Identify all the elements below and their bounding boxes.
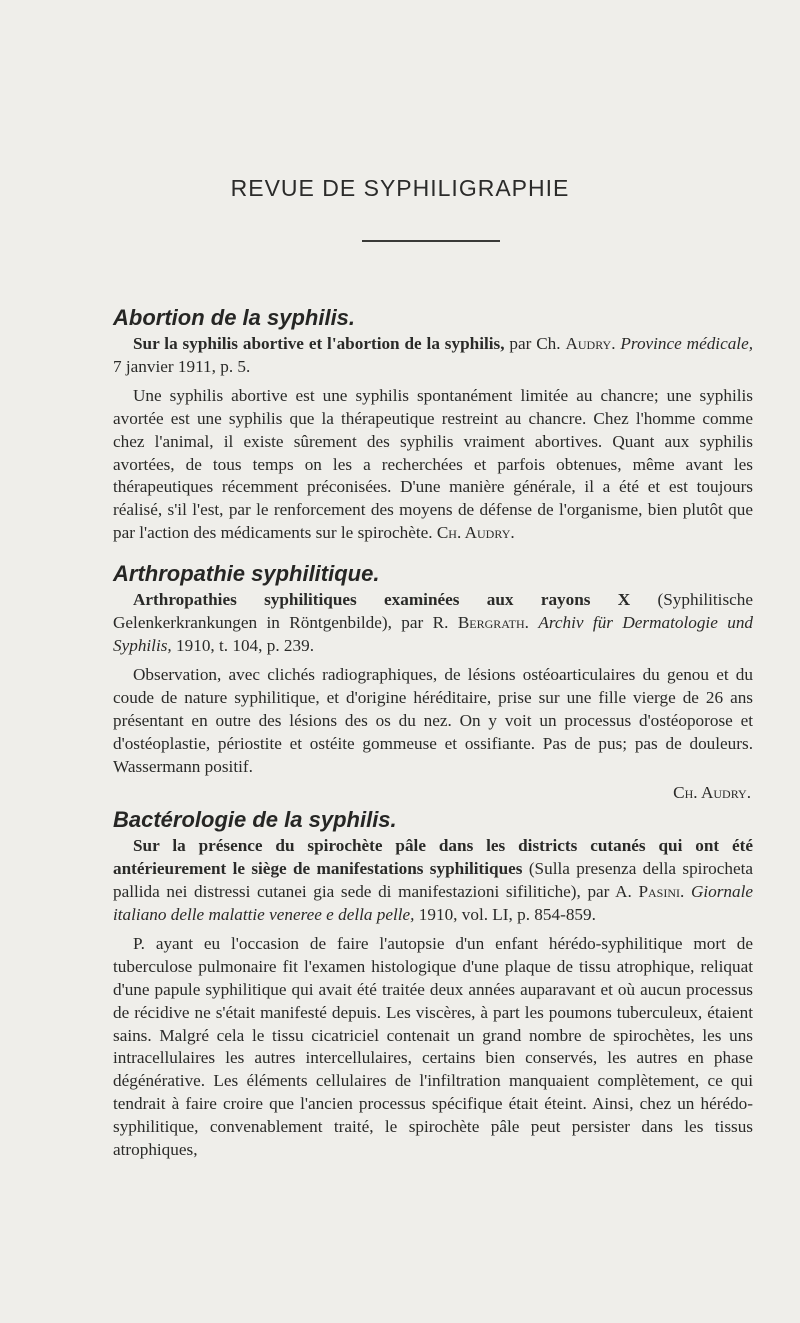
abstract-arthropathie: Observation, avec clichés radiographiques, de lésions ostéoarticulaires du genou et du coude de nature syphilitique, et d'origine héréditaire, prise sur une fille vierge de 26 ans présentant en outre des lésions des os du nez. On y voit un processus d'ostéoporose et d'ostéoplastie, périostite et ostéite gommeuse et ossifiante. Pas de pus; pas de douleurs. Wassermann positif.	[113, 664, 753, 776]
title-divider	[362, 240, 500, 242]
citation-title: Sur la syphilis abortive et l'abortion de la syphilis,	[133, 334, 505, 353]
citation-journal: Archiv für Dermatologie und Syphilis,	[113, 613, 754, 655]
page-title: REVUE DE SYPHILIGRAPHIE	[230, 175, 570, 201]
abstract-text: Une syphilis abortive est une syphilis spontanément limitée au chancre; une syphilis avortée est une syphilis que la thérapeutique restreint au chancre. Chez l'homme comme chez l'animal, il existe sûrement des syphilis vraiment abortives. Quant aux syphilis avortées, de tous temps on les a recherchées et parfois obtenues, même avant les thérapeutiques récemment préconisées. D'une manière générale, il a été et est toujours réalisé, s'il l'est, par le renforcement des moyens de défense de l'organisme, bien plutôt que par l'action des médicaments sur le spirochète.	[113, 385, 753, 543]
citation-by: par Ch.	[509, 334, 561, 353]
citation-title: Sur la présence du spirochète pâle dans les districts cutanés qui ont été antérieurement le siège de manifestations syphilitiques	[113, 836, 753, 879]
citation-bacterologie	[113, 835, 753, 927]
article-body	[113, 303, 753, 1166]
section-heading-abortion: Abortion de la syphilis.	[113, 305, 356, 330]
citation-journal: Giornale italiano delle malattie veneree e della pelle,	[113, 882, 753, 925]
section-heading-arthropathie: Arthropathie syphilitique.	[113, 561, 380, 587]
citation-original-title: (Syphilitische Gelenkerkrankungen in Röntgenbilde), par R.	[113, 590, 753, 633]
section-heading-bacterologie: Bactérologie de la syphilis.	[113, 807, 397, 833]
citation-abortion	[113, 333, 753, 379]
abstract-bacterologie: P. ayant eu l'occasion de faire l'autopsie d'un enfant hérédo-syphilitique mort de tuberculose pulmonaire fit l'examen histologique d'une plaque de tissu atrophique, reliquat d'une papule syphilitique qui avait été traitée deux années auparavant et où aucun processus de récidive ne s'était manifesté depuis. Les viscères, à part les poumons tuberculeux, étaient sains. Malgré cela le tissu cicatriciel contenait un grand nombre de spirochètes, les uns intracellulaires les autres intercellulaires, certains bien conservés, les autres en phase dégénérative. Les éléments cellulaires de l'infiltration manquaient complètement, ce qui tendrait à faire croire que l'ancien processus spécifique était éteint. Ainsi, chez un hérédo-syphilitique, convenablement traité, le spirochète pâle peut persister dans les tissus atrophiques,	[113, 933, 753, 1160]
citation-details: 7 janvier 1911, p. 5.	[113, 356, 251, 376]
citation-author: Bergrath.	[457, 613, 529, 633]
citation-details: 1910, vol. LI, p. 854-859.	[418, 905, 596, 925]
signature: Ch. Audry.	[673, 783, 751, 803]
citation-arthropathie	[113, 589, 753, 658]
citation-title: Arthropathies syphilitiques examinées aux rayons X	[133, 590, 631, 610]
citation-author: Pasini.	[638, 882, 685, 902]
signature: Ch. Audry.	[436, 523, 515, 543]
abstract-abortion	[113, 385, 753, 545]
citation-details: 1910, t. 104, p. 239.	[176, 635, 315, 655]
citation-original-title: (Sulla presenza della spirocheta pallida nei distressi cutanei gia sede di manifestazioni sifilitiche), par A.	[113, 859, 754, 902]
citation-journal: Province médicale,	[620, 334, 753, 353]
citation-author: Audry.	[565, 334, 616, 353]
